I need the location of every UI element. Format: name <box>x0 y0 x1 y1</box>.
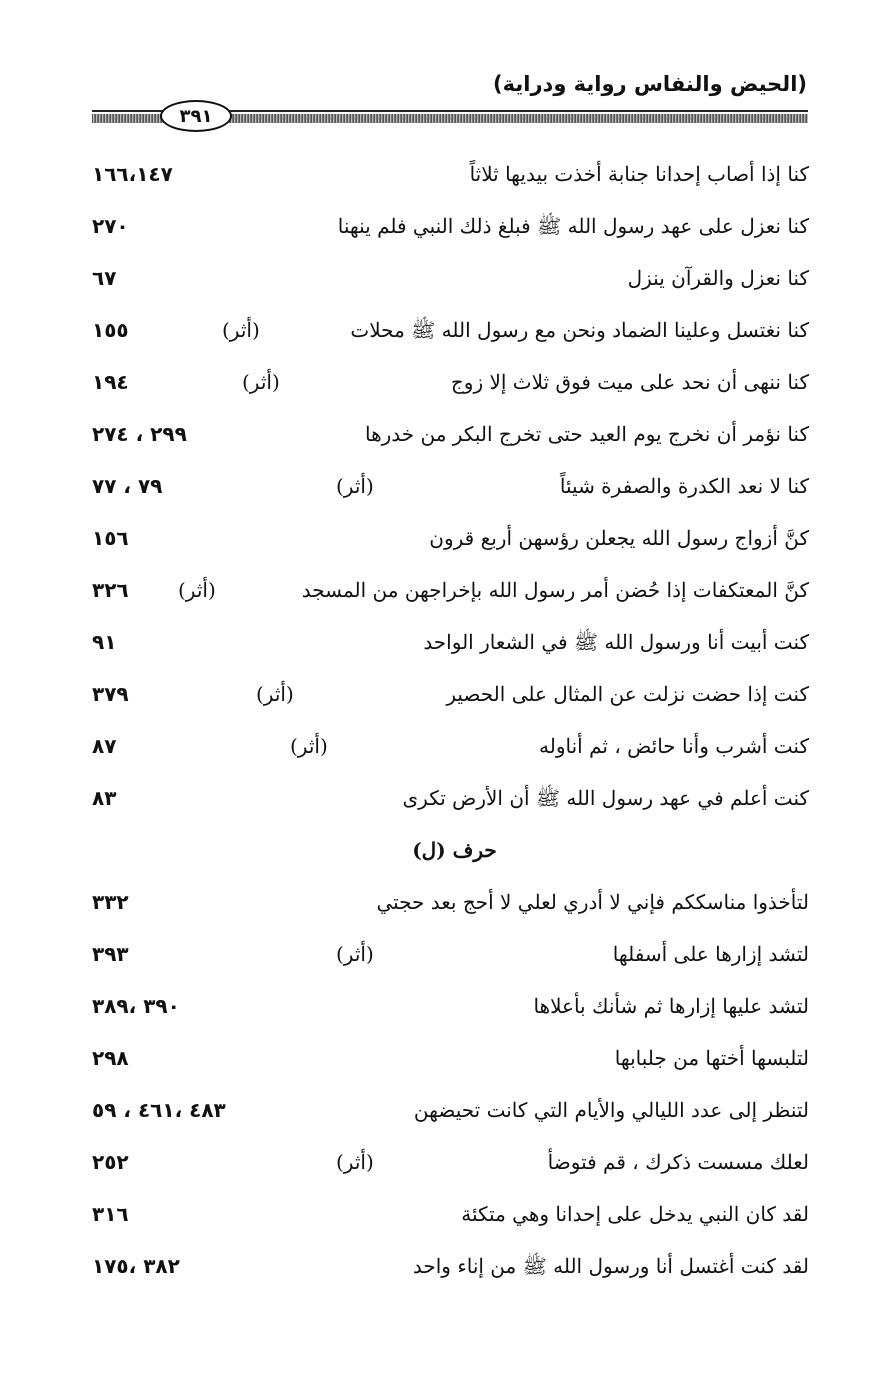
entry-pages: ٣٩٠ ،٣٨٩ <box>92 994 180 1018</box>
index-entry <box>0 520 879 572</box>
index-entry <box>0 780 879 832</box>
entry-text: لعلك مسست ذكرك ، قم فتوضأ <box>547 1150 809 1174</box>
index-entry <box>0 884 879 936</box>
entry-text: كنا نعزل على عهد رسول الله ﷺ فبلغ ذلك النبي فلم ينهنا <box>337 214 809 238</box>
entry-text: كنا إذا أصاب إحدانا جنابة أخذت بيديها ثلاثاً <box>469 162 809 186</box>
entry-text: كنا نغتسل وعلينا الضماد ونحن مع رسول الله ﷺ محلات <box>350 318 809 342</box>
entry-pages: ٢٧٠ <box>92 214 129 238</box>
entry-pages: ٢٩٩ ، ٢٧٤ <box>92 422 187 446</box>
index-entry <box>0 1092 879 1144</box>
entry-pages: ٣٨٢ ،١٧٥ <box>92 1254 180 1278</box>
index-entry <box>0 988 879 1040</box>
index-entry <box>0 1196 879 1248</box>
entry-tag: (أثر) <box>290 734 328 758</box>
section-heading <box>0 832 879 884</box>
entry-pages: ٣٩٣ <box>92 942 129 966</box>
entry-tag: (أثر) <box>336 1150 374 1174</box>
index-entry <box>0 936 879 988</box>
index-entry <box>0 1040 879 1092</box>
index-entry <box>0 260 879 312</box>
entry-pages: ٣١٦ <box>92 1202 129 1226</box>
entry-pages: ٢٩٨ <box>92 1046 129 1070</box>
entry-text: لقد كنت أغتسل أنا ورسول الله ﷺ من إناء واحد <box>412 1254 809 1278</box>
entry-pages: ٧٩ ، ٧٧ <box>92 474 163 498</box>
entry-pages: ٢٥٢ <box>92 1150 129 1174</box>
section-heading-text: حرف (ل) <box>412 838 497 862</box>
entry-text: كنَّ المعتكفات إذا حُضن أمر رسول الله بإخراجهن من المسجد <box>301 578 809 602</box>
index-entry <box>0 624 879 676</box>
index-entry <box>0 1248 879 1300</box>
index-entry <box>0 728 879 780</box>
index-entry <box>0 416 879 468</box>
entry-text: كنت أشرب وأنا حائض ، ثم أناوله <box>539 734 809 758</box>
entry-text: كنت إذا حضت نزلت عن المثال على الحصير <box>446 682 809 706</box>
index-entry <box>0 364 879 416</box>
entry-pages: ٤٨٣ ،٤٦١ ، ٥٩ <box>92 1098 226 1122</box>
entry-text: لتأخذوا مناسككم فإني لا أدري لعلي لا أحج بعد حجتي <box>376 890 809 914</box>
index-entry <box>0 1144 879 1196</box>
entry-pages: ١٦٦،١٤٧ <box>92 162 173 186</box>
entry-tag: (أثر) <box>222 318 260 342</box>
entry-text: كنت أعلم في عهد رسول الله ﷺ أن الأرض تكرى <box>402 786 809 810</box>
page-number: ٣٩١ <box>160 100 232 132</box>
entry-tag: (أثر) <box>242 370 280 394</box>
index-entry <box>0 468 879 520</box>
entry-tag: (أثر) <box>336 942 374 966</box>
entry-pages: ٨٧ <box>92 734 117 758</box>
entry-text: لتشد إزارها على أسفلها <box>612 942 809 966</box>
entry-text: كنا لا نعد الكدرة والصفرة شيئاً <box>559 474 809 498</box>
entry-text: لتشد عليها إزارها ثم شأنك بأعلاها <box>533 994 809 1018</box>
entry-pages: ٩١ <box>92 630 117 654</box>
entry-tag: (أثر) <box>256 682 294 706</box>
entry-pages: ٣٧٩ <box>92 682 129 706</box>
running-head-title: (الحيض والنفاس رواية ودراية) <box>493 72 807 96</box>
entry-pages: ٣٣٢ <box>92 890 129 914</box>
index-entry <box>0 572 879 624</box>
index-list <box>0 156 879 1300</box>
entry-tag: (أثر) <box>178 578 216 602</box>
entry-pages: ١٥٥ <box>92 318 129 342</box>
index-entry <box>0 312 879 364</box>
entry-text: كنا نؤمر أن نخرج يوم العيد حتى تخرج البكر من خدرها <box>364 422 809 446</box>
index-entry <box>0 208 879 260</box>
entry-text: لتنظر إلى عدد الليالي والأيام التي كانت تحيضهن <box>413 1098 809 1122</box>
entry-pages: ٣٢٦ <box>92 578 129 602</box>
index-entry <box>0 676 879 728</box>
entry-pages: ٦٧ <box>92 266 117 290</box>
entry-tag: (أثر) <box>336 474 374 498</box>
entry-pages: ٨٣ <box>92 786 117 810</box>
entry-text: كنا نعزل والقرآن ينزل <box>627 266 809 290</box>
entry-text: كنا ننهى أن نحد على ميت فوق ثلاث إلا زوج <box>450 370 809 394</box>
entry-text: لتلبسها أختها من جلبابها <box>614 1046 809 1070</box>
entry-pages: ١٥٦ <box>92 526 129 550</box>
entry-text: كنَّ أزواج رسول الله يجعلن رؤسهن أربع قرون <box>429 526 809 550</box>
entry-text: كنت أبيت أنا ورسول الله ﷺ في الشعار الواحد <box>423 630 809 654</box>
index-entry <box>0 156 879 208</box>
entry-pages: ١٩٤ <box>92 370 129 394</box>
entry-text: لقد كان النبي يدخل على إحدانا وهي متكئة <box>461 1202 809 1226</box>
